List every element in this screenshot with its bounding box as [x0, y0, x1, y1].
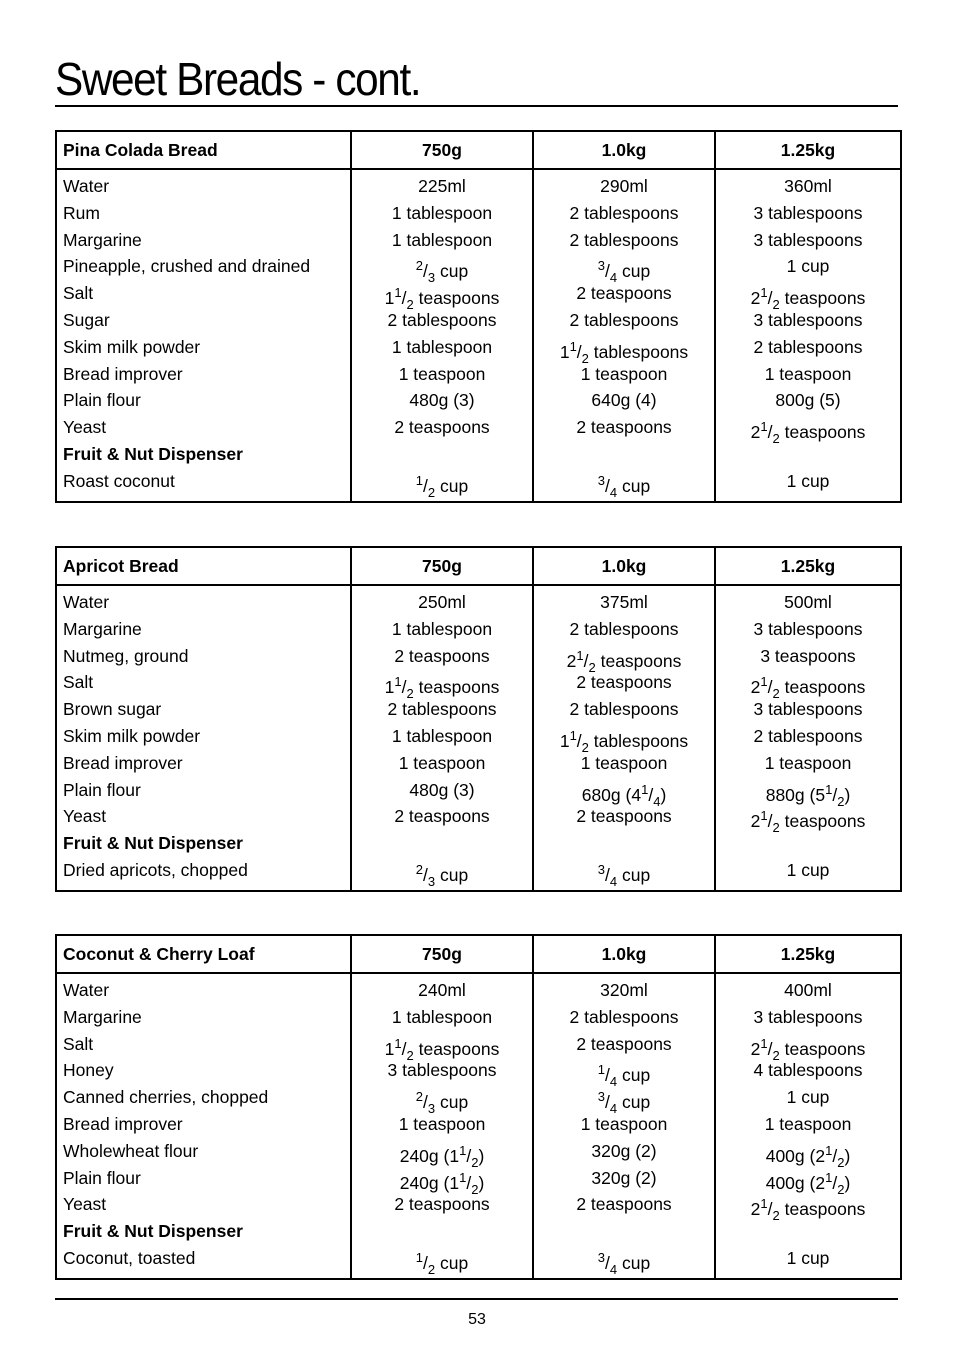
quantity-value: $^1/_2$ cup: [352, 1245, 532, 1272]
ingredient-name: Coconut, toasted: [63, 1247, 196, 1268]
quantity-value: 320ml: [600, 980, 648, 1000]
quantity-value: 640g (4): [591, 390, 657, 411]
quantity-value: 1 cup: [786, 859, 830, 880]
ingredient-name: Pineapple, crushed and drained: [63, 256, 311, 277]
quantity-value: 1 teaspoon: [764, 363, 852, 384]
quantity-value: $^1/_4$ cup: [534, 1057, 714, 1084]
column-header-1-0kg: 1.0kg: [533, 131, 715, 169]
ingredient-name: Dried apricots, chopped: [63, 859, 248, 880]
quantity-value: 1 teaspoon: [580, 752, 668, 773]
quantity-value: 1 teaspoon: [398, 363, 486, 384]
fraction: $^1/_2$: [415, 472, 436, 500]
ingredient-name: Canned cherries, chopped: [63, 1087, 269, 1108]
quantity-value: [716, 441, 900, 468]
column-header-1-25kg: 1.25kg: [715, 131, 901, 169]
fraction: $^1/_2$: [760, 285, 780, 313]
quantity-value: 3 tablespoons: [753, 1006, 863, 1027]
table-body-row: [56, 585, 901, 891]
quantity-value: $2^1/_2$ teaspoons: [534, 643, 714, 670]
quantity-value: 1 tablespoon: [391, 1006, 493, 1027]
quantity-value: $2^1/_2$ teaspoons: [716, 414, 900, 441]
quantity-value: 400g $(2^1/_2)$: [716, 1165, 900, 1192]
quantity-value: [352, 441, 532, 468]
quantity-value: 1 cup: [786, 470, 830, 491]
quantity-value: $2^1/_2$ teaspoons: [716, 1191, 900, 1218]
fraction: $^1/_2$: [459, 1169, 479, 1197]
ingredient-name: Salt: [63, 672, 94, 693]
fraction: $^3/_4$: [597, 258, 618, 286]
column-header-1-25kg: 1.25kg: [715, 547, 901, 585]
recipe-name: Apricot Bread: [56, 547, 351, 585]
quantity-value: 250ml: [418, 592, 466, 612]
ingredient-name: Plain flour: [63, 779, 141, 800]
quantity-column-1-25kg: [715, 585, 901, 891]
quantity-value: 2 tablespoons: [387, 309, 497, 330]
quantity-value: 3 tablespoons: [753, 699, 863, 720]
fraction: $^1/_2$: [569, 727, 589, 755]
quantity-value: 800g (5): [775, 390, 841, 411]
column-header-750g: 750g: [351, 547, 533, 585]
ingredient-name: Yeast: [63, 1194, 107, 1215]
quantity-value: 2 tablespoons: [569, 309, 679, 330]
ingredient-name: Water: [63, 592, 110, 612]
quantity-value: $^2/_3$ cup: [352, 1084, 532, 1111]
ingredient-name: Wholewheat flour: [63, 1140, 199, 1161]
fraction: $^1/_2$: [394, 674, 414, 702]
quantity-column-750g: [351, 585, 533, 891]
quantity-column-1-0kg: [533, 169, 715, 502]
quantity-value: [352, 830, 532, 857]
quantity-value: $^3/_4$ cup: [534, 857, 714, 884]
recipe-name: Coconut & Cherry Loaf: [56, 935, 351, 973]
quantity-value: $2^1/_2$ teaspoons: [716, 280, 900, 307]
fraction: $^1/_2$: [394, 1035, 414, 1063]
quantity-value: 1 teaspoon: [398, 752, 486, 773]
dispenser-section-label: Fruit & Nut Dispenser: [63, 833, 243, 854]
quantity-value: [352, 1218, 532, 1245]
ingredient-name: Plain flour: [63, 1167, 141, 1188]
column-header-1-0kg: 1.0kg: [533, 935, 715, 973]
quantity-value: 2 teaspoons: [576, 1033, 672, 1054]
page-title: Sweet Breads - cont.: [55, 53, 421, 105]
quantity-column-1-0kg: [533, 585, 715, 891]
ingredient-name: Skim milk powder: [63, 725, 201, 746]
quantity-value: 320g (2): [591, 1167, 657, 1188]
quantity-value: 2 tablespoons: [569, 229, 679, 250]
dispenser-section-label: Fruit & Nut Dispenser: [63, 443, 243, 464]
quantity-value: 480g (3): [409, 390, 475, 411]
ingredient-name: Roast coconut: [63, 470, 175, 491]
ingredient-column: [56, 973, 351, 1279]
column-header-1-0kg: 1.0kg: [533, 547, 715, 585]
ingredient-name: Water: [63, 176, 110, 196]
quantity-value: 3 teaspoons: [760, 645, 856, 666]
quantity-value: 1 teaspoon: [398, 1113, 486, 1134]
column-header-750g: 750g: [351, 131, 533, 169]
ingredient-name: Plain flour: [63, 390, 141, 411]
quantity-value: 2 tablespoons: [753, 725, 863, 746]
quantity-value: 1 tablespoon: [391, 336, 493, 357]
fraction: $^1/_2$: [825, 1169, 845, 1197]
fraction: $^1/_4$: [597, 1062, 618, 1090]
quantity-column-750g: [351, 169, 533, 502]
quantity-value: $^3/_4$ cup: [534, 468, 714, 495]
quantity-value: 1 cup: [786, 256, 830, 277]
quantity-value: 3 tablespoons: [753, 229, 863, 250]
quantity-value: 400ml: [784, 980, 832, 1000]
table-header-row: [56, 935, 901, 973]
quantity-value: $2^1/_2$ teaspoons: [716, 1031, 900, 1058]
quantity-value: 2 tablespoons: [387, 699, 497, 720]
quantity-value: 2 teaspoons: [394, 806, 490, 827]
ingredient-name: Sugar: [63, 309, 110, 330]
ingredient-name: Margarine: [63, 618, 142, 639]
quantity-value: 360ml: [784, 176, 832, 196]
quantity-value: 680g $(4^1/_4)$: [534, 777, 714, 804]
fraction: $^3/_4$: [597, 1249, 618, 1277]
quantity-column-1-25kg: [715, 973, 901, 1279]
quantity-column-1-25kg: [715, 169, 901, 502]
quantity-value: 1 tablespoon: [391, 725, 493, 746]
quantity-value: $2^1/_2$ teaspoons: [716, 803, 900, 830]
quantity-value: [716, 1218, 900, 1245]
quantity-value: 3 tablespoons: [387, 1060, 497, 1081]
fraction: $^3/_4$: [597, 1089, 618, 1117]
quantity-value: 2 teaspoons: [576, 806, 672, 827]
fraction: $^1/_2$: [760, 674, 780, 702]
fraction: $^1/_2$: [760, 1035, 780, 1063]
quantity-value: 240ml: [418, 980, 466, 1000]
ingredient-name: Margarine: [63, 1006, 142, 1027]
quantity-value: 2 tablespoons: [753, 336, 863, 357]
ingredient-name: Rum: [63, 202, 100, 223]
table-header-row: [56, 547, 901, 585]
quantity-value: 2 tablespoons: [569, 1006, 679, 1027]
quantity-value: 3 tablespoons: [753, 618, 863, 639]
fraction: $^3/_4$: [597, 861, 618, 889]
quantity-value: 480g (3): [409, 779, 475, 800]
fraction: $^1/_2$: [459, 1142, 479, 1170]
quantity-value: 2 teaspoons: [394, 417, 490, 438]
fraction: $^2/_3$: [415, 1089, 436, 1117]
fraction: $^2/_3$: [415, 861, 436, 889]
fraction: $^1/_4$: [641, 781, 661, 809]
quantity-value: 1 cup: [786, 1247, 830, 1268]
footer-rule: [55, 1298, 898, 1300]
ingredient-name: Skim milk powder: [63, 336, 201, 357]
quantity-value: 400g $(2^1/_2)$: [716, 1138, 900, 1165]
quantity-value: 240g $(1^1/_2)$: [352, 1138, 532, 1165]
table-body-row: [56, 973, 901, 1279]
quantity-value: 2 teaspoons: [576, 283, 672, 304]
quantity-value: 2 teaspoons: [394, 1194, 490, 1215]
recipe-table-apricot-bread: [55, 546, 902, 892]
ingredient-name: Bread improver: [63, 752, 183, 773]
quantity-value: 1 teaspoon: [764, 1113, 852, 1134]
quantity-value: 2 tablespoons: [569, 202, 679, 223]
quantity-value: 225ml: [418, 176, 466, 196]
quantity-value: 1 tablespoon: [391, 618, 493, 639]
quantity-value: [716, 830, 900, 857]
quantity-value: 1 teaspoon: [580, 1113, 668, 1134]
dispenser-section-label: Fruit & Nut Dispenser: [63, 1221, 243, 1242]
quantity-value: $1^1/_2$ tablespoons: [534, 723, 714, 750]
recipe-table-coconut-cherry-loaf: [55, 934, 902, 1280]
ingredient-name: Yeast: [63, 417, 107, 438]
quantity-value: [534, 1218, 714, 1245]
quantity-value: $1^1/_2$ teaspoons: [352, 669, 532, 696]
quantity-value: 4 tablespoons: [753, 1060, 863, 1081]
ingredient-name: Brown sugar: [63, 699, 162, 720]
quantity-value: [534, 830, 714, 857]
fraction: $^2/_3$: [415, 258, 436, 286]
column-header-1-25kg: 1.25kg: [715, 935, 901, 973]
recipe-name: Pina Colada Bread: [56, 131, 351, 169]
quantity-column-750g: [351, 973, 533, 1279]
quantity-value: $1^1/_2$ tablespoons: [534, 334, 714, 361]
ingredient-name: Water: [63, 980, 110, 1000]
quantity-value: 2 teaspoons: [394, 645, 490, 666]
quantity-value: 1 tablespoon: [391, 229, 493, 250]
fraction: $^1/_2$: [760, 808, 780, 836]
quantity-value: $^2/_3$ cup: [352, 857, 532, 884]
ingredient-column: [56, 585, 351, 891]
quantity-value: 320g (2): [591, 1140, 657, 1161]
quantity-value: 290ml: [600, 176, 648, 196]
quantity-value: $^1/_2$ cup: [352, 468, 532, 495]
quantity-value: $^2/_3$ cup: [352, 253, 532, 280]
fraction: $^1/_2$: [760, 419, 780, 447]
fraction: $^1/_2$: [825, 781, 845, 809]
fraction: $^1/_2$: [825, 1142, 845, 1170]
quantity-value: 500ml: [784, 592, 832, 612]
quantity-value: 3 tablespoons: [753, 309, 863, 330]
quantity-value: 240g $(1^1/_2)$: [352, 1165, 532, 1192]
quantity-value: 1 cup: [786, 1087, 830, 1108]
ingredient-name: Salt: [63, 1033, 94, 1054]
quantity-value: 2 teaspoons: [576, 672, 672, 693]
quantity-value: 375ml: [600, 592, 648, 612]
quantity-value: 2 tablespoons: [569, 699, 679, 720]
ingredient-name: Yeast: [63, 806, 107, 827]
ingredient-name: Salt: [63, 283, 94, 304]
quantity-value: $1^1/_2$ teaspoons: [352, 1031, 532, 1058]
table-body-row: [56, 169, 901, 502]
quantity-value: $1^1/_2$ teaspoons: [352, 280, 532, 307]
fraction: $^1/_2$: [394, 285, 414, 313]
fraction: $^1/_2$: [760, 1196, 780, 1224]
fraction: $^1/_2$: [569, 338, 589, 366]
quantity-value: [534, 441, 714, 468]
quantity-value: 1 teaspoon: [580, 363, 668, 384]
quantity-value: 2 teaspoons: [576, 417, 672, 438]
quantity-value: $^3/_4$ cup: [534, 1084, 714, 1111]
quantity-value: $^3/_4$ cup: [534, 253, 714, 280]
table-header-row: [56, 131, 901, 169]
ingredient-name: Nutmeg, ground: [63, 645, 189, 666]
quantity-value: $^3/_4$ cup: [534, 1245, 714, 1272]
fraction: $^1/_2$: [415, 1249, 436, 1277]
ingredient-name: Bread improver: [63, 363, 183, 384]
quantity-value: $2^1/_2$ teaspoons: [716, 669, 900, 696]
quantity-value: 2 tablespoons: [569, 618, 679, 639]
page-number: 53: [468, 1311, 486, 1328]
recipe-table-pina-colada-bread: [55, 130, 902, 503]
title-rule: [55, 105, 898, 107]
column-header-750g: 750g: [351, 935, 533, 973]
ingredient-column: [56, 169, 351, 502]
quantity-value: 2 teaspoons: [576, 1194, 672, 1215]
ingredient-name: Honey: [63, 1060, 114, 1081]
quantity-column-1-0kg: [533, 973, 715, 1279]
fraction: $^1/_2$: [576, 647, 596, 675]
ingredient-name: Bread improver: [63, 1113, 183, 1134]
fraction: $^3/_4$: [597, 472, 618, 500]
ingredient-name: Margarine: [63, 229, 142, 250]
quantity-value: 1 tablespoon: [391, 202, 493, 223]
quantity-value: 1 teaspoon: [764, 752, 852, 773]
quantity-value: 880g $(5^1/_2)$: [716, 777, 900, 804]
quantity-value: 3 tablespoons: [753, 202, 863, 223]
